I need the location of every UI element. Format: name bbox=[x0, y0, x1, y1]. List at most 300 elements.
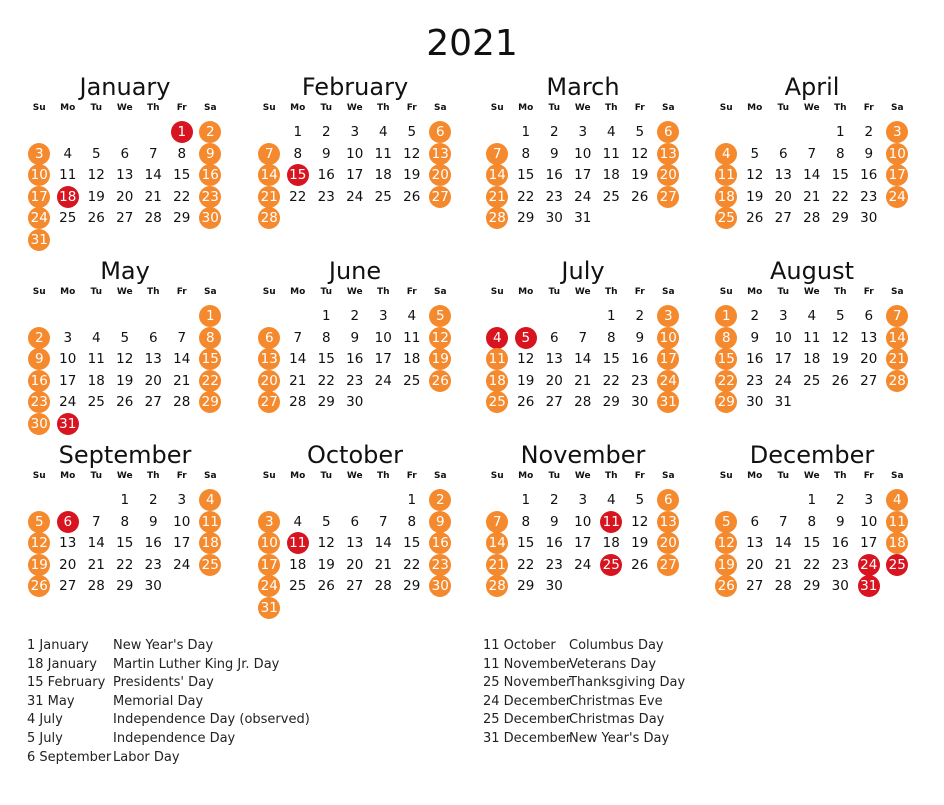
day-cell: 2 bbox=[148, 492, 158, 508]
day-cell: 23 bbox=[831, 556, 849, 573]
day-cell: 30 bbox=[631, 394, 649, 411]
holiday-day: 1 bbox=[171, 121, 193, 143]
day-cell: 14 bbox=[774, 535, 792, 552]
weekday-label: Sa bbox=[661, 471, 675, 481]
weekday-label: Fr bbox=[176, 103, 187, 113]
holiday-date: 11 October bbox=[483, 638, 556, 653]
day-cell: 10 bbox=[59, 351, 77, 368]
day-cell: 1 bbox=[606, 308, 616, 324]
day-cell: 4 bbox=[606, 124, 616, 140]
holiday-day: 25 bbox=[600, 554, 622, 576]
day-cell: 8 bbox=[407, 513, 417, 530]
day-cell: 28 bbox=[486, 207, 508, 229]
day-cell: 17 bbox=[886, 164, 908, 186]
day-cell: 20 bbox=[144, 372, 162, 389]
day-cell: 3 bbox=[578, 124, 588, 140]
day-cell: 4 bbox=[378, 124, 388, 140]
day-cell: 31 bbox=[28, 229, 50, 251]
weekday-label: Mo bbox=[747, 471, 763, 481]
holiday-name: Christmas Eve bbox=[569, 693, 663, 709]
day-cell: 9 bbox=[864, 145, 874, 162]
day-cell: 27 bbox=[774, 210, 792, 227]
day-cell: 1 bbox=[293, 124, 303, 140]
weekday-label: Su bbox=[490, 471, 504, 481]
day-cell: 23 bbox=[545, 188, 563, 205]
weekday-label: Th bbox=[146, 287, 160, 297]
weekday-label: Mo bbox=[60, 103, 76, 113]
day-cell: 17 bbox=[258, 554, 280, 576]
day-cell: 19 bbox=[28, 554, 50, 576]
holiday-name: Labor Day bbox=[113, 749, 180, 765]
day-cell: 2 bbox=[321, 124, 331, 140]
day-cell: 5 bbox=[635, 492, 645, 508]
day-cell: 25 bbox=[87, 394, 105, 411]
day-cell: 27 bbox=[346, 578, 364, 595]
day-cell: 29 bbox=[403, 578, 421, 595]
holiday-date: 25 November bbox=[483, 675, 572, 691]
day-cell: 18 bbox=[803, 351, 821, 368]
day-cell: 6 bbox=[864, 308, 874, 324]
weekday-label: We bbox=[574, 287, 591, 297]
day-cell: 26 bbox=[631, 556, 649, 573]
day-cell: 22 bbox=[715, 370, 737, 392]
weekday-label: Su bbox=[719, 103, 733, 113]
day-cell: 13 bbox=[774, 167, 792, 184]
holiday-name: Independence Day bbox=[113, 731, 236, 746]
day-cell: 20 bbox=[346, 556, 364, 573]
day-cell: 15 bbox=[517, 535, 535, 552]
day-cell: 20 bbox=[746, 556, 764, 573]
month-name: June bbox=[328, 257, 382, 285]
day-cell: 5 bbox=[91, 145, 101, 162]
day-cell: 13 bbox=[545, 351, 563, 368]
day-cell: 19 bbox=[517, 372, 535, 389]
day-cell: 4 bbox=[91, 329, 101, 346]
day-cell: 6 bbox=[657, 489, 679, 511]
day-cell: 4 bbox=[807, 308, 817, 324]
day-cell: 30 bbox=[346, 394, 364, 411]
weekday-label: Sa bbox=[433, 103, 447, 113]
day-cell: 1 bbox=[521, 124, 531, 140]
day-cell: 17 bbox=[173, 535, 191, 552]
day-cell: 10 bbox=[173, 513, 191, 530]
day-cell: 10 bbox=[860, 513, 878, 530]
day-cell: 16 bbox=[746, 351, 764, 368]
day-cell: 20 bbox=[657, 164, 679, 186]
day-cell: 18 bbox=[403, 351, 421, 368]
weekday-label: Sa bbox=[890, 103, 904, 113]
day-cell: 21 bbox=[87, 556, 105, 573]
day-cell: 15 bbox=[403, 535, 421, 552]
weekday-label: Sa bbox=[203, 471, 217, 481]
day-cell: 26 bbox=[715, 575, 737, 597]
day-cell: 19 bbox=[116, 372, 134, 389]
day-cell: 15 bbox=[317, 351, 335, 368]
day-cell: 25 bbox=[486, 391, 508, 413]
day-cell: 9 bbox=[321, 145, 331, 162]
holiday-date: 5 July bbox=[27, 731, 63, 746]
day-cell: 31 bbox=[258, 597, 280, 619]
day-cell: 4 bbox=[63, 145, 73, 162]
day-cell: 29 bbox=[715, 391, 737, 413]
day-cell: 7 bbox=[578, 329, 588, 346]
day-cell: 21 bbox=[774, 556, 792, 573]
day-cell: 9 bbox=[28, 348, 50, 370]
day-cell: 17 bbox=[28, 186, 50, 208]
month-name: May bbox=[100, 257, 150, 285]
day-cell: 1 bbox=[199, 305, 221, 327]
holiday-date: 18 January bbox=[27, 656, 97, 672]
weekday-label: Fr bbox=[634, 287, 645, 297]
day-cell: 4 bbox=[199, 489, 221, 511]
day-cell: 21 bbox=[374, 556, 392, 573]
holiday-day: 31 bbox=[858, 575, 880, 597]
weekday-label: Fr bbox=[176, 287, 187, 297]
day-cell: 12 bbox=[429, 327, 451, 349]
day-cell: 8 bbox=[321, 329, 331, 346]
weekday-label: Su bbox=[32, 287, 46, 297]
weekday-label: Fr bbox=[863, 471, 874, 481]
day-cell: 23 bbox=[429, 554, 451, 576]
weekday-label: Fr bbox=[634, 103, 645, 113]
day-cell: 7 bbox=[486, 511, 508, 533]
day-cell: 3 bbox=[350, 124, 360, 140]
day-cell: 16 bbox=[144, 535, 162, 552]
day-cell: 9 bbox=[635, 329, 645, 346]
day-cell: 27 bbox=[657, 554, 679, 576]
day-cell: 3 bbox=[28, 143, 50, 165]
day-cell: 28 bbox=[803, 210, 821, 227]
day-cell: 13 bbox=[116, 167, 134, 184]
day-cell: 12 bbox=[517, 351, 535, 368]
weekday-label: Mo bbox=[518, 103, 534, 113]
day-cell: 27 bbox=[116, 210, 134, 227]
day-cell: 2 bbox=[350, 308, 360, 324]
day-cell: 2 bbox=[549, 492, 559, 508]
weekday-label: Th bbox=[833, 103, 847, 113]
day-cell: 8 bbox=[606, 329, 616, 346]
day-cell: 21 bbox=[173, 372, 191, 389]
day-cell: 1 bbox=[835, 124, 845, 140]
weekday-label: Fr bbox=[406, 103, 417, 113]
day-cell: 28 bbox=[486, 575, 508, 597]
day-cell: 12 bbox=[715, 532, 737, 554]
holiday-date: 11 November bbox=[483, 656, 572, 672]
day-cell: 6 bbox=[750, 513, 760, 530]
day-cell: 10 bbox=[574, 513, 592, 530]
day-cell: 5 bbox=[429, 305, 451, 327]
day-cell: 10 bbox=[374, 329, 392, 346]
day-cell: 10 bbox=[574, 145, 592, 162]
weekday-label: Th bbox=[833, 287, 847, 297]
weekday-label: Sa bbox=[203, 287, 217, 297]
day-cell: 18 bbox=[602, 167, 620, 184]
day-cell: 10 bbox=[258, 532, 280, 554]
day-cell: 7 bbox=[91, 513, 101, 530]
day-cell: 24 bbox=[886, 186, 908, 208]
weekday-label: Su bbox=[719, 471, 733, 481]
day-cell: 15 bbox=[199, 348, 221, 370]
day-cell: 7 bbox=[258, 143, 280, 165]
day-cell: 11 bbox=[374, 145, 392, 162]
day-cell: 5 bbox=[321, 513, 331, 530]
day-cell: 21 bbox=[486, 186, 508, 208]
day-cell: 30 bbox=[831, 578, 849, 595]
day-cell: 4 bbox=[606, 492, 616, 508]
day-cell: 12 bbox=[831, 329, 849, 346]
day-cell: 8 bbox=[835, 145, 845, 162]
day-cell: 9 bbox=[199, 143, 221, 165]
weekday-label: Fr bbox=[406, 287, 417, 297]
day-cell: 6 bbox=[258, 327, 280, 349]
day-cell: 16 bbox=[429, 532, 451, 554]
day-cell: 24 bbox=[173, 556, 191, 573]
day-cell: 7 bbox=[177, 329, 187, 346]
day-cell: 17 bbox=[860, 535, 878, 552]
day-cell: 19 bbox=[429, 348, 451, 370]
holiday-day: 31 bbox=[57, 413, 79, 435]
day-cell: 29 bbox=[199, 391, 221, 413]
day-cell: 19 bbox=[746, 188, 764, 205]
day-cell: 25 bbox=[403, 372, 421, 389]
day-cell: 7 bbox=[148, 145, 158, 162]
day-cell: 23 bbox=[631, 372, 649, 389]
day-cell: 27 bbox=[545, 394, 563, 411]
day-cell: 27 bbox=[429, 186, 451, 208]
holiday-name: Columbus Day bbox=[569, 638, 664, 653]
day-cell: 26 bbox=[317, 578, 335, 595]
day-cell: 21 bbox=[289, 372, 307, 389]
day-cell: 8 bbox=[521, 513, 531, 530]
weekday-label: We bbox=[803, 287, 820, 297]
day-cell: 26 bbox=[831, 372, 849, 389]
day-cell: 23 bbox=[199, 186, 221, 208]
day-cell: 22 bbox=[517, 188, 535, 205]
weekday-label: Su bbox=[32, 471, 46, 481]
day-cell: 3 bbox=[578, 492, 588, 508]
day-cell: 17 bbox=[574, 535, 592, 552]
weekday-label: Su bbox=[262, 103, 276, 113]
day-cell: 11 bbox=[715, 164, 737, 186]
day-cell: 5 bbox=[28, 511, 50, 533]
day-cell: 24 bbox=[374, 372, 392, 389]
day-cell: 13 bbox=[746, 535, 764, 552]
weekday-label: We bbox=[803, 103, 820, 113]
day-cell: 25 bbox=[602, 188, 620, 205]
weekday-label: Fr bbox=[863, 103, 874, 113]
day-cell: 11 bbox=[486, 348, 508, 370]
weekday-label: We bbox=[574, 471, 591, 481]
weekday-label: We bbox=[116, 471, 133, 481]
month-name: February bbox=[301, 73, 409, 101]
weekday-label: Tu bbox=[90, 471, 103, 481]
day-cell: 23 bbox=[317, 188, 335, 205]
day-cell: 20 bbox=[116, 188, 134, 205]
day-cell: 8 bbox=[199, 327, 221, 349]
weekday-label: Mo bbox=[60, 471, 76, 481]
day-cell: 6 bbox=[350, 513, 360, 530]
day-cell: 11 bbox=[602, 145, 620, 162]
day-cell: 18 bbox=[486, 370, 508, 392]
day-cell: 27 bbox=[258, 391, 280, 413]
weekday-label: Th bbox=[833, 471, 847, 481]
weekday-label: We bbox=[574, 103, 591, 113]
day-cell: 14 bbox=[486, 532, 508, 554]
weekday-label: Tu bbox=[777, 103, 790, 113]
day-cell: 29 bbox=[517, 210, 535, 227]
day-cell: 30 bbox=[144, 578, 162, 595]
holiday-day: 11 bbox=[287, 532, 309, 554]
day-cell: 12 bbox=[746, 167, 764, 184]
day-cell: 25 bbox=[199, 554, 221, 576]
day-cell: 5 bbox=[835, 308, 845, 324]
month-name: December bbox=[749, 441, 875, 469]
day-cell: 5 bbox=[715, 511, 737, 533]
day-cell: 7 bbox=[886, 305, 908, 327]
day-cell: 21 bbox=[144, 188, 162, 205]
day-cell: 14 bbox=[173, 351, 191, 368]
day-cell: 22 bbox=[173, 188, 191, 205]
day-cell: 14 bbox=[886, 327, 908, 349]
holiday-name: Christmas Day bbox=[569, 712, 665, 728]
weekday-label: Sa bbox=[661, 287, 675, 297]
weekday-label: Mo bbox=[290, 287, 306, 297]
day-cell: 23 bbox=[545, 556, 563, 573]
day-cell: 21 bbox=[574, 372, 592, 389]
day-cell: 1 bbox=[807, 492, 817, 508]
weekday-label: We bbox=[346, 471, 363, 481]
day-cell: 24 bbox=[574, 556, 592, 573]
day-cell: 14 bbox=[289, 351, 307, 368]
day-cell: 2 bbox=[635, 308, 645, 324]
day-cell: 25 bbox=[59, 210, 77, 227]
holiday-date: 31 December bbox=[483, 731, 572, 746]
day-cell: 8 bbox=[715, 327, 737, 349]
day-cell: 12 bbox=[631, 145, 649, 162]
day-cell: 25 bbox=[374, 188, 392, 205]
day-cell: 25 bbox=[803, 372, 821, 389]
day-cell: 20 bbox=[59, 556, 77, 573]
day-cell: 19 bbox=[403, 167, 421, 184]
day-cell: 4 bbox=[715, 143, 737, 165]
weekday-label: Su bbox=[719, 287, 733, 297]
day-cell: 18 bbox=[289, 556, 307, 573]
day-cell: 8 bbox=[293, 145, 303, 162]
day-cell: 11 bbox=[886, 511, 908, 533]
weekday-label: Th bbox=[604, 471, 618, 481]
day-cell: 29 bbox=[602, 394, 620, 411]
day-cell: 2 bbox=[750, 308, 760, 324]
day-cell: 17 bbox=[774, 351, 792, 368]
day-cell: 2 bbox=[835, 492, 845, 508]
weekday-label: Tu bbox=[548, 471, 561, 481]
day-cell: 17 bbox=[59, 372, 77, 389]
holiday-name: Independence Day (observed) bbox=[113, 712, 310, 728]
weekday-label: Sa bbox=[890, 287, 904, 297]
day-cell: 19 bbox=[631, 167, 649, 184]
day-cell: 22 bbox=[199, 370, 221, 392]
day-cell: 15 bbox=[173, 167, 191, 184]
holiday-day: 25 bbox=[886, 554, 908, 576]
day-cell: 6 bbox=[549, 329, 559, 346]
day-cell: 24 bbox=[774, 372, 792, 389]
day-cell: 3 bbox=[378, 308, 388, 324]
day-cell: 14 bbox=[803, 167, 821, 184]
day-cell: 5 bbox=[750, 145, 760, 162]
day-cell: 13 bbox=[657, 143, 679, 165]
day-cell: 13 bbox=[59, 535, 77, 552]
weekday-label: We bbox=[346, 287, 363, 297]
holiday-date: 4 July bbox=[27, 712, 63, 728]
day-cell: 28 bbox=[173, 394, 191, 411]
holiday-date: 6 September bbox=[27, 749, 112, 765]
day-cell: 3 bbox=[258, 511, 280, 533]
weekday-label: Fr bbox=[634, 471, 645, 481]
holiday-name: New Year's Day bbox=[569, 731, 670, 746]
weekday-label: Sa bbox=[203, 103, 217, 113]
day-cell: 18 bbox=[87, 372, 105, 389]
weekday-label: Mo bbox=[747, 287, 763, 297]
day-cell: 17 bbox=[346, 167, 364, 184]
holiday-date: 25 December bbox=[483, 712, 572, 728]
day-cell: 10 bbox=[346, 145, 364, 162]
day-cell: 14 bbox=[87, 535, 105, 552]
day-cell: 16 bbox=[631, 351, 649, 368]
month-name: November bbox=[520, 441, 646, 469]
day-cell: 28 bbox=[374, 578, 392, 595]
day-cell: 21 bbox=[803, 188, 821, 205]
day-cell: 20 bbox=[774, 188, 792, 205]
day-cell: 16 bbox=[860, 167, 878, 184]
day-cell: 27 bbox=[657, 186, 679, 208]
day-cell: 17 bbox=[374, 351, 392, 368]
day-cell: 9 bbox=[549, 513, 559, 530]
weekday-label: Su bbox=[262, 287, 276, 297]
day-cell: 30 bbox=[28, 413, 50, 435]
day-cell: 21 bbox=[486, 554, 508, 576]
day-cell: 14 bbox=[374, 535, 392, 552]
day-cell: 13 bbox=[144, 351, 162, 368]
day-cell: 9 bbox=[350, 329, 360, 346]
day-cell: 18 bbox=[602, 535, 620, 552]
month-name: April bbox=[784, 73, 840, 101]
day-cell: 13 bbox=[258, 348, 280, 370]
day-cell: 24 bbox=[59, 394, 77, 411]
day-cell: 18 bbox=[374, 167, 392, 184]
weekday-label: Fr bbox=[406, 471, 417, 481]
day-cell: 21 bbox=[886, 348, 908, 370]
day-cell: 15 bbox=[715, 348, 737, 370]
day-cell: 22 bbox=[403, 556, 421, 573]
day-cell: 30 bbox=[545, 578, 563, 595]
day-cell: 17 bbox=[657, 348, 679, 370]
day-cell: 24 bbox=[258, 575, 280, 597]
weekday-label: Tu bbox=[90, 103, 103, 113]
day-cell: 4 bbox=[886, 489, 908, 511]
day-cell: 12 bbox=[403, 145, 421, 162]
day-cell: 12 bbox=[87, 167, 105, 184]
day-cell: 21 bbox=[258, 186, 280, 208]
weekday-label: Tu bbox=[777, 471, 790, 481]
day-cell: 19 bbox=[631, 535, 649, 552]
day-cell: 13 bbox=[346, 535, 364, 552]
day-cell: 13 bbox=[429, 143, 451, 165]
day-cell: 10 bbox=[886, 143, 908, 165]
day-cell: 3 bbox=[778, 308, 788, 324]
holiday-day: 4 bbox=[486, 327, 508, 349]
weekday-label: Th bbox=[604, 103, 618, 113]
day-cell: 14 bbox=[486, 164, 508, 186]
